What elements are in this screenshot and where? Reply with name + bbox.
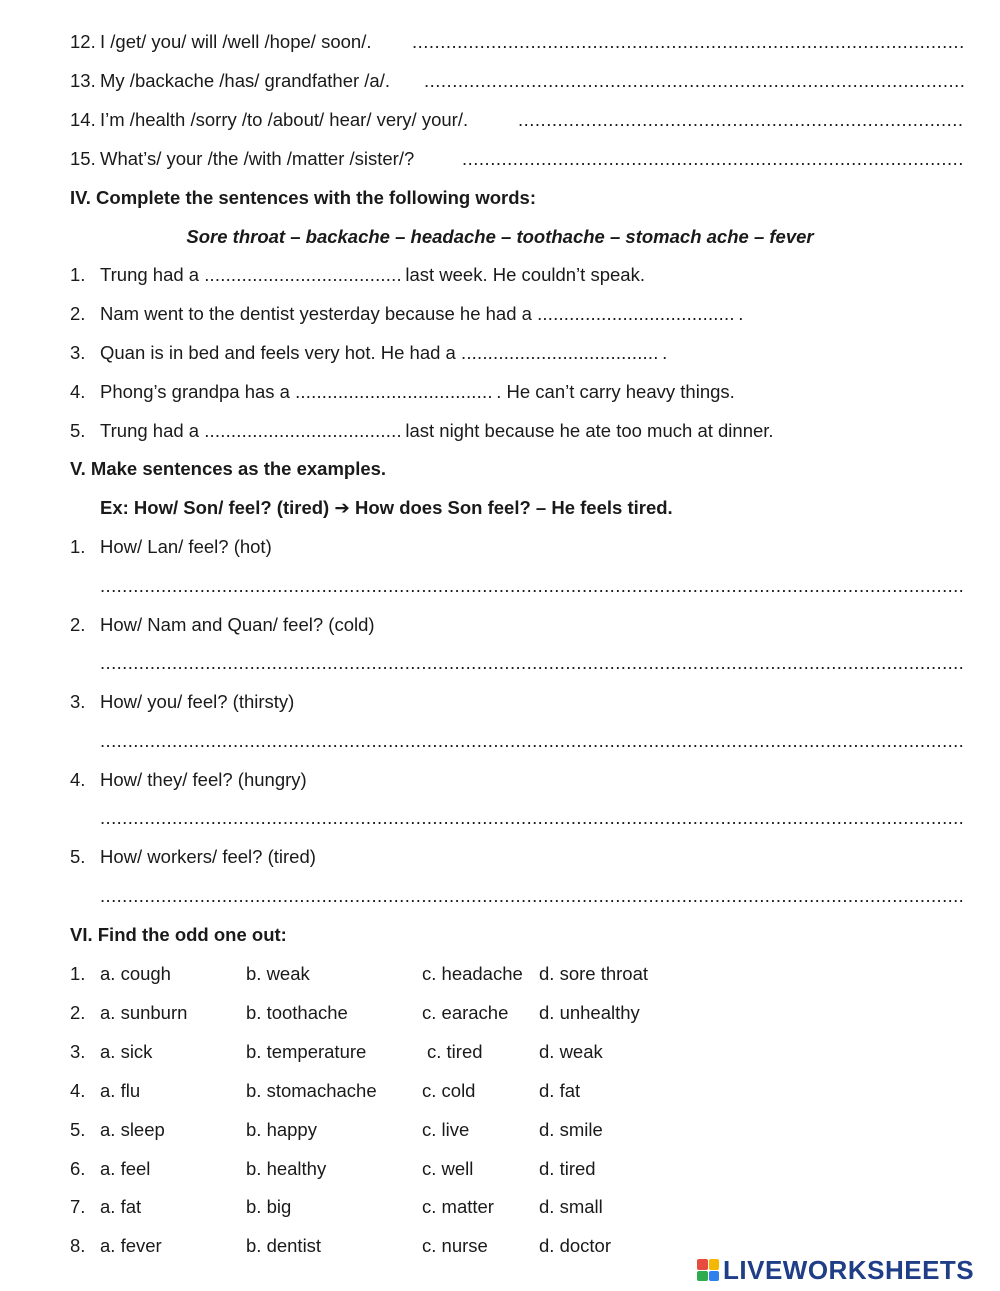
liveworksheets-logo[interactable] (697, 1254, 974, 1286)
option-c[interactable]: c. cold (422, 1080, 476, 1101)
fill-blank-item (70, 301, 964, 327)
make-sentence-item (70, 689, 964, 715)
option-a[interactable]: a. sunburn (100, 1002, 188, 1023)
item-sentence (100, 379, 735, 405)
option-c[interactable]: c. headache (422, 963, 523, 984)
option-d[interactable]: d. tired (539, 1158, 596, 1179)
item-number: 2. (70, 303, 86, 324)
answer-line[interactable] (100, 808, 964, 828)
liveworksheets-logo-icon (697, 1259, 719, 1281)
option-a[interactable]: a. sick (100, 1041, 153, 1062)
option-c[interactable]: c. nurse (422, 1235, 488, 1256)
example-prompt: Ex: How/ Son/ feel? (tired) (100, 497, 330, 518)
item-number: 6. (70, 1158, 86, 1179)
item-sentence (100, 301, 743, 327)
item-number: 13. (70, 70, 96, 91)
odd-one-out-item (70, 1078, 964, 1104)
option-b[interactable]: b. stomachache (246, 1080, 377, 1101)
item-number: 1. (70, 963, 86, 984)
item-number: 14. (70, 109, 96, 130)
rearrange-item (70, 107, 964, 133)
option-b[interactable]: b. big (246, 1196, 292, 1217)
sentence-end: last night because he ate too much at dinner. (405, 420, 774, 441)
item-number: 12. (70, 31, 96, 52)
sentence-start: Trung had a (100, 420, 200, 441)
fill-blank-item (70, 418, 964, 444)
option-a[interactable]: a. cough (100, 963, 171, 984)
arrow-icon: ➔ (334, 497, 350, 518)
option-a[interactable]: a. flu (100, 1080, 141, 1101)
odd-one-out-item (70, 1117, 964, 1143)
make-sentence-item (70, 534, 964, 560)
sentence-end: . (738, 303, 744, 324)
option-c[interactable]: c. earache (422, 1002, 509, 1023)
option-b[interactable]: b. dentist (246, 1235, 322, 1256)
logo-square (697, 1271, 708, 1282)
option-d[interactable]: d. sore throat (539, 963, 649, 984)
option-d[interactable]: d. unhealthy (539, 1002, 640, 1023)
option-b[interactable]: b. toothache (246, 1002, 348, 1023)
answer-blank[interactable] (204, 262, 400, 288)
make-sentence-item (70, 767, 964, 793)
sentence-end: . (662, 342, 668, 363)
option-d[interactable]: d. fat (539, 1080, 581, 1101)
item-number: 1. (70, 264, 86, 285)
item-number: 5. (70, 846, 86, 867)
fill-blank-item (70, 262, 964, 288)
make-sentence-item (70, 612, 964, 638)
item-sentence (100, 262, 645, 288)
item-number: 3. (70, 691, 86, 712)
answer-dots[interactable] (424, 68, 964, 94)
item-text: My /backache /has/ grandfather /a/. (100, 70, 390, 91)
item-number: 8. (70, 1235, 86, 1256)
item-number: 5. (70, 1119, 86, 1140)
answer-blank[interactable] (537, 301, 733, 327)
answer-dots[interactable] (518, 107, 964, 133)
answer-blank[interactable] (461, 340, 657, 366)
item-prompt: How/ workers/ feel? (tired) (100, 846, 316, 867)
option-c[interactable]: c. tired (427, 1041, 483, 1062)
item-number: 7. (70, 1196, 86, 1217)
logo-square (697, 1259, 708, 1270)
answer-blank[interactable] (295, 379, 491, 405)
make-sentence-item (70, 844, 964, 870)
rearrange-item (70, 29, 964, 55)
odd-one-out-item (70, 1194, 964, 1220)
option-c[interactable]: c. well (422, 1158, 474, 1179)
answer-line[interactable] (100, 653, 964, 673)
option-b[interactable]: b. weak (246, 963, 310, 984)
sentence-start: Phong’s grandpa has a (100, 381, 290, 402)
option-a[interactable]: a. feel (100, 1158, 151, 1179)
option-a[interactable]: a. fever (100, 1235, 162, 1256)
item-number: 3. (70, 1041, 86, 1062)
option-c[interactable]: c. matter (422, 1196, 494, 1217)
item-number: 4. (70, 769, 86, 790)
item-sentence (100, 418, 774, 444)
odd-one-out-item (70, 1156, 964, 1182)
item-number: 5. (70, 420, 86, 441)
item-number: 3. (70, 342, 86, 363)
section-v-title: V. Make sentences as the examples. (70, 458, 387, 479)
sentence-end: last week. He couldn’t speak. (405, 264, 645, 285)
answer-dots[interactable] (412, 29, 964, 55)
sentence-start: Quan is in bed and feels very hot. He had a (100, 342, 456, 363)
item-text: I’m /health /sorry /to /about/ hear/ very/ your/. (100, 109, 469, 130)
logo-square (709, 1271, 720, 1282)
item-prompt: How/ you/ feel? (thirsty) (100, 691, 295, 712)
option-a[interactable]: a. fat (100, 1196, 142, 1217)
logo-text: LIVEWORKSHEETS (723, 1254, 975, 1285)
example-answer: How does Son feel? – He feels tired. (355, 497, 673, 518)
fill-blank-item (70, 340, 964, 366)
item-prompt: How/ they/ feel? (hungry) (100, 769, 307, 790)
odd-one-out-item (70, 961, 964, 987)
option-a[interactable]: a. sleep (100, 1119, 165, 1140)
section-vi-title: VI. Find the odd one out: (70, 924, 287, 945)
option-d[interactable]: d. weak (539, 1041, 603, 1062)
item-number: 2. (70, 1002, 86, 1023)
answer-line[interactable] (100, 576, 964, 596)
answer-line[interactable] (100, 886, 964, 906)
item-number: 4. (70, 381, 86, 402)
option-b[interactable]: b. healthy (246, 1158, 327, 1179)
item-sentence (100, 340, 667, 366)
sentence-start: Trung had a (100, 264, 200, 285)
item-prompt: How/ Nam and Quan/ feel? (cold) (100, 614, 375, 635)
option-c[interactable]: c. live (422, 1119, 470, 1140)
answer-dots[interactable] (462, 146, 964, 172)
option-b[interactable]: b. temperature (246, 1041, 367, 1062)
item-number: 4. (70, 1080, 86, 1101)
item-number: 15. (70, 148, 96, 169)
option-d[interactable]: d. doctor (539, 1235, 611, 1256)
section-iv-title: IV. Complete the sentences with the following words: (70, 187, 536, 208)
item-number: 2. (70, 614, 86, 635)
rearrange-item (70, 146, 964, 172)
answer-blank[interactable] (204, 418, 400, 444)
word-bank: Sore throat – backache – headache – toothache – stomach ache – fever (186, 226, 814, 247)
option-d[interactable]: d. smile (539, 1119, 603, 1140)
item-number: 1. (70, 536, 86, 557)
rearrange-item (70, 68, 964, 94)
logo-square (709, 1259, 720, 1270)
item-text: I /get/ you/ will /well /hope/ soon/. (100, 31, 372, 52)
sentence-start: Nam went to the dentist yesterday because he had a (100, 303, 532, 324)
option-b[interactable]: b. happy (246, 1119, 317, 1140)
odd-one-out-item (70, 1000, 964, 1026)
item-prompt: How/ Lan/ feel? (hot) (100, 536, 272, 557)
sentence-end: . He can’t carry heavy things. (496, 381, 735, 402)
option-d[interactable]: d. small (539, 1196, 603, 1217)
section-v-example (100, 495, 673, 521)
answer-line[interactable] (100, 731, 964, 751)
fill-blank-item (70, 379, 964, 405)
odd-one-out-item (70, 1039, 964, 1065)
item-text: What’s/ your /the /with /matter /sister/? (100, 148, 415, 169)
